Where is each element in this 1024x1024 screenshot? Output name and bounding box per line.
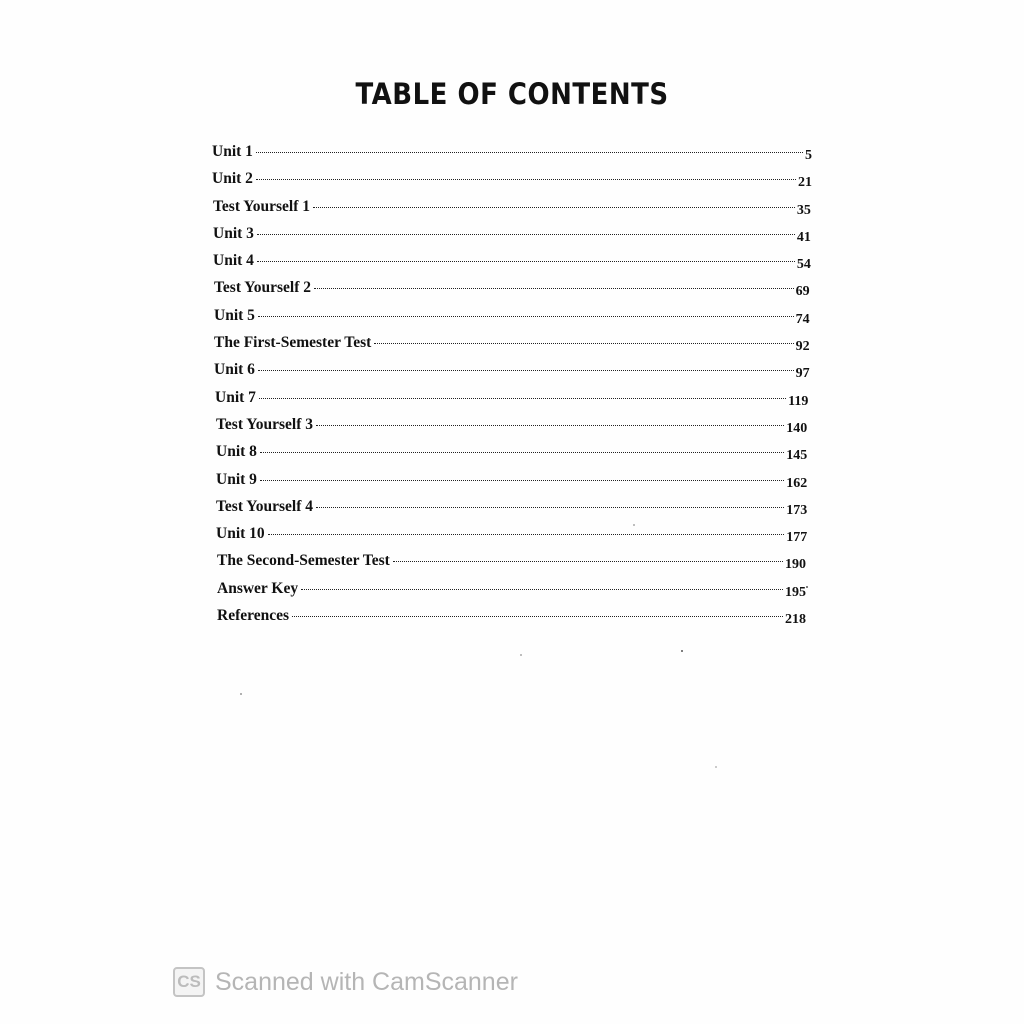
toc-entry-label: The Second-Semester Test	[217, 552, 390, 570]
toc-entry-page-number: 140	[786, 420, 808, 436]
toc-entry-label: Test Yourself 1	[213, 197, 311, 215]
toc-entry-label: Unit 10	[216, 525, 265, 543]
toc-entry-page-number: 92	[795, 339, 810, 355]
toc-entry-page-number: 97	[795, 366, 810, 382]
toc-entry-page-number: 162	[786, 475, 808, 491]
scan-speck	[715, 766, 717, 768]
toc-entry-label: Unit 5	[214, 306, 255, 324]
dot-leader	[268, 534, 785, 535]
toc-entry-page-number: 145	[786, 448, 808, 464]
toc-entry-label: Test Yourself 4	[216, 497, 314, 515]
dot-leader	[260, 480, 784, 481]
toc-entry	[216, 443, 807, 470]
toc-entry-page-number: 218	[785, 612, 806, 628]
toc-entry-label: References	[217, 607, 290, 625]
dot-leader	[313, 207, 795, 208]
toc-entry-label: The First-Semester Test	[214, 334, 372, 352]
dot-leader	[258, 316, 794, 317]
dot-leader	[316, 507, 784, 508]
dot-leader	[393, 561, 783, 562]
toc-entry-label: Unit 2	[212, 170, 253, 188]
dot-leader	[257, 234, 795, 235]
toc-entry-label: Test Yourself 3	[216, 415, 314, 433]
toc-entry-label: Unit 9	[216, 470, 257, 488]
page-title: TABLE OF CONTENTS	[355, 78, 669, 112]
toc-entry-page-number: 69	[795, 284, 810, 300]
toc-entry	[213, 198, 811, 225]
toc-entry	[216, 498, 807, 525]
toc-entry-label: Unit 3	[213, 224, 254, 242]
toc-entry	[216, 416, 807, 443]
toc-entry-page-number: 35	[796, 202, 811, 218]
toc-entry-page-number: 54	[796, 257, 811, 273]
toc-entry	[216, 471, 807, 498]
toc-entry-label: Answer Key	[217, 579, 299, 597]
toc-entry-page-number: 5	[805, 148, 812, 163]
dot-leader	[256, 179, 796, 180]
toc-entry-page-number: 119	[788, 393, 809, 409]
toc-entry	[217, 607, 806, 634]
dot-leader	[316, 425, 784, 426]
toc-entry	[212, 170, 812, 197]
toc-entry-label: Unit 8	[216, 443, 257, 461]
dot-leader	[259, 398, 786, 399]
toc-entry	[217, 552, 806, 579]
dot-leader	[258, 370, 794, 371]
toc-entry	[214, 307, 810, 334]
scan-speck	[633, 524, 635, 526]
scan-speck	[681, 650, 683, 652]
toc-entry-label: Unit 4	[213, 252, 254, 270]
toc-entry	[213, 225, 811, 252]
scan-speck	[806, 586, 808, 588]
dot-leader	[301, 589, 783, 590]
toc-entry	[216, 525, 807, 552]
table-of-contents	[212, 143, 812, 634]
toc-entry-page-number: 74	[795, 311, 810, 327]
scan-speck	[520, 654, 522, 656]
toc-entry-page-number: 195	[785, 584, 806, 600]
toc-entry-page-number: 190	[785, 557, 806, 573]
toc-entry	[214, 279, 810, 306]
toc-entry	[212, 143, 812, 170]
dot-leader	[292, 616, 783, 617]
dot-leader	[374, 343, 793, 344]
toc-entry	[215, 389, 808, 416]
toc-entry-label: Unit 7	[215, 388, 256, 406]
toc-entry-label: Unit 1	[212, 143, 253, 160]
toc-entry-label: Unit 6	[214, 361, 255, 379]
toc-entry	[214, 361, 810, 388]
toc-entry-page-number: 21	[798, 175, 812, 191]
toc-entry	[214, 334, 810, 361]
toc-entry-page-number: 41	[796, 229, 811, 245]
camscanner-logo: CS	[173, 967, 205, 997]
toc-entry	[217, 580, 806, 607]
scan-speck	[240, 693, 242, 695]
dot-leader	[260, 452, 784, 453]
toc-entry-page-number: 173	[786, 502, 808, 518]
toc-entry-label: Test Yourself 2	[214, 279, 312, 297]
dot-leader	[257, 261, 795, 262]
dot-leader	[314, 288, 794, 289]
watermark-text: Scanned with CamScanner	[215, 967, 518, 996]
camscanner-watermark	[173, 965, 518, 999]
toc-entry	[213, 252, 811, 279]
toc-entry-page-number: 177	[786, 530, 808, 546]
dot-leader	[256, 152, 803, 153]
